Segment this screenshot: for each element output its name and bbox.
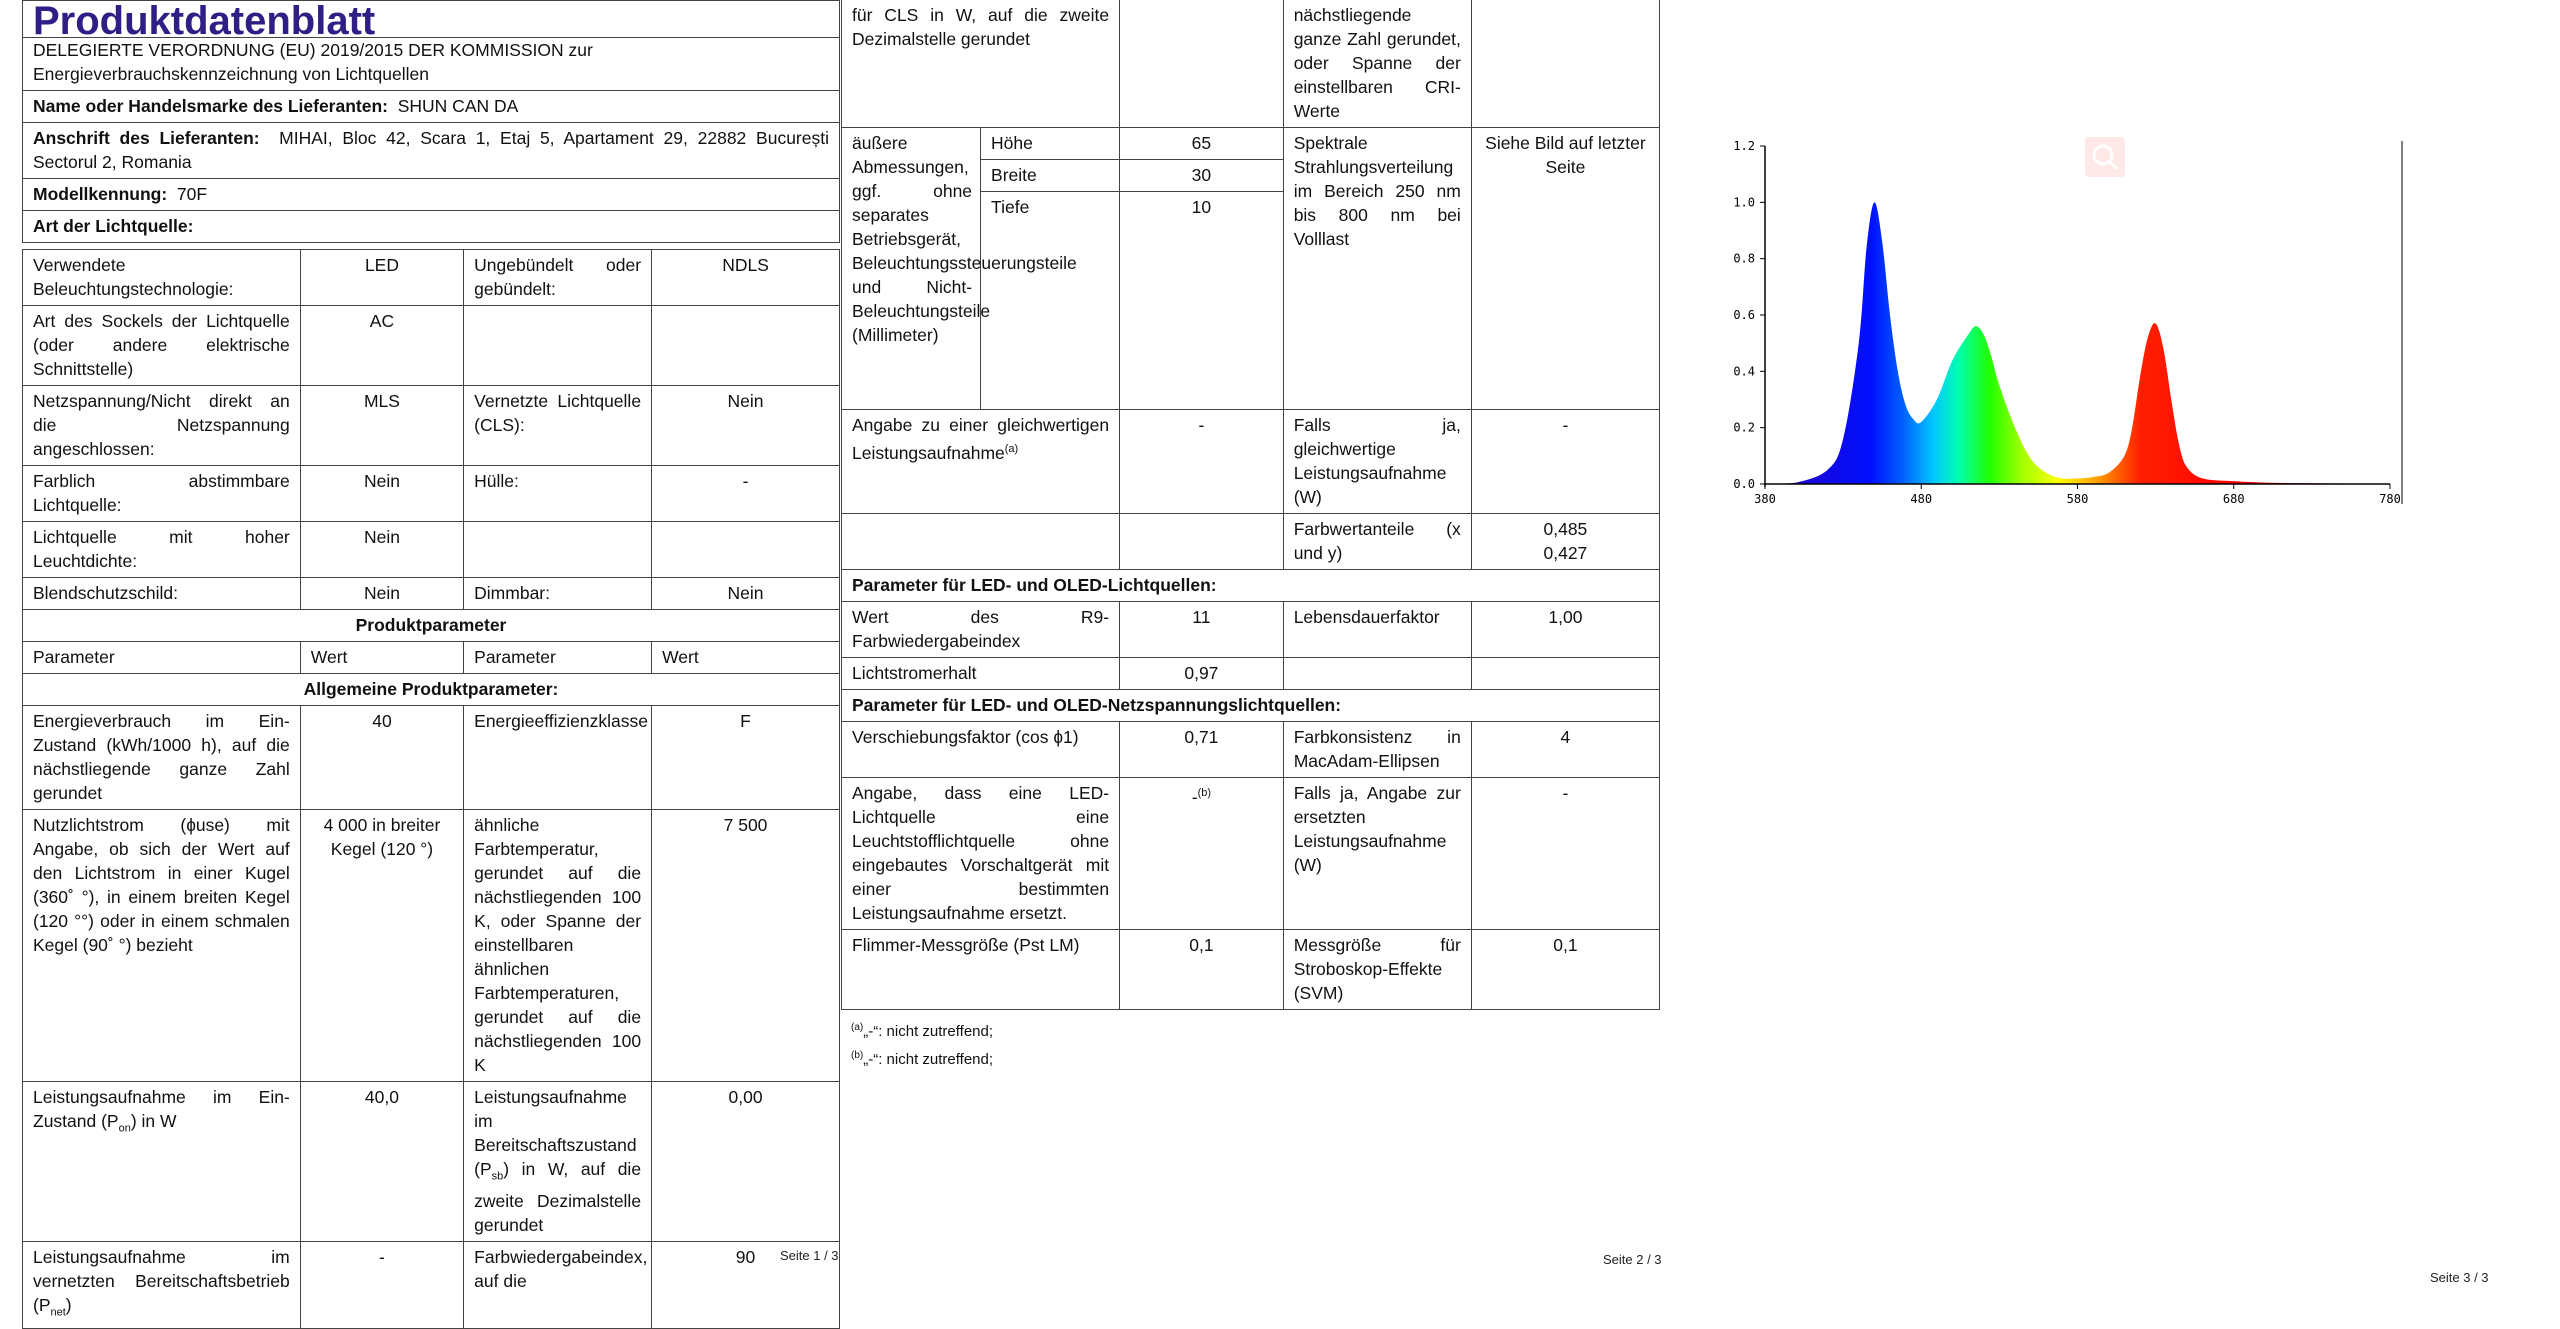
cell-depth-value: 10 [1120, 192, 1284, 410]
power-on-sub: on [118, 1122, 131, 1135]
x-tick-label: 380 [1754, 492, 1776, 506]
cell-socket-value: AC [300, 306, 463, 386]
networked-sub: net [50, 1306, 66, 1318]
cell-cri-value: 90 [652, 1241, 840, 1329]
page-number-3: Seite 3 / 3 [2430, 1270, 2489, 1285]
footnotes [841, 1010, 1660, 1078]
cell-empty [652, 522, 840, 578]
cell-cct-value: 7 500 [652, 810, 840, 1082]
table-row [23, 522, 840, 578]
replace-sup: (b) [1197, 787, 1212, 799]
page-title: Produktdatenblatt [23, 1, 840, 38]
address-value: MIHAI, Bloc 42, Scara 1, Etaj 5, Apartament 29, 22882 București Sectorul 2, Romania [33, 128, 829, 172]
cell-networked-label [23, 1241, 301, 1329]
table-row [842, 658, 1660, 690]
y-tick-label: 0.8 [1733, 251, 1755, 266]
cell-cct-label: ähnliche Farbtemperatur, gerundet auf die nächstliegenden 100 K, oder Spanne der einstellbaren ähnlichen Farbtemperaturen, gerundet auf die nächstliegenden 100 K [464, 810, 652, 1082]
cell-shift-label: Verschiebungsfaktor (cos ɸ1) [842, 722, 1120, 778]
table-row [23, 250, 840, 306]
chroma-x: 0,485 [1543, 519, 1588, 539]
cell-empty [464, 306, 652, 386]
cell-high-luminance-label: Lichtquelle mit hoher Leuchtdichte: [23, 522, 301, 578]
page-2 [841, 0, 1660, 1078]
cell-networked-value: - [300, 1241, 463, 1329]
footnote-b [851, 1044, 1650, 1072]
cell-cls-label: Vernetzte Lichtquelle (CLS): [464, 386, 652, 466]
cell-height-label: Höhe [981, 128, 1120, 160]
cell-high-luminance-value: Nein [300, 522, 463, 578]
model-label: Modellkennung: [33, 184, 168, 204]
cell-equiv-label [842, 410, 1120, 514]
cell-width-label: Breite [981, 160, 1120, 192]
cell-width-value: 30 [1120, 160, 1284, 192]
cell-glare-value: Nein [300, 578, 463, 610]
cell-power-on-value: 40,0 [300, 1082, 463, 1242]
y-tick-label: 1.2 [1733, 139, 1755, 153]
cell-lumen-label: Lichtstromerhalt [842, 658, 1120, 690]
cell-flicker-label: Flimmer-Messgröße (Pst LM) [842, 930, 1120, 1010]
cell-envelope-label: Hülle: [464, 466, 652, 522]
x-tick-label: 680 [2222, 492, 2245, 506]
cell-height-value: 65 [1120, 128, 1284, 160]
chroma-y: 0,427 [1543, 543, 1588, 563]
cell-cri-cont-label: nächstliegende ganze Zahl gerundet, oder Spanne der einstellbaren CRI-Werte [1283, 0, 1471, 128]
cell-equiv-power-value: - [1471, 410, 1659, 514]
cell-directional-value: NDLS [652, 250, 840, 306]
light-type-heading: Art der Lichtquelle: [23, 211, 840, 243]
cell-empty [1471, 658, 1659, 690]
address-label: Anschrift des Lieferanten: [33, 128, 260, 148]
cell-cls-value: Nein [652, 386, 840, 466]
footnote-a-text: „-“: nicht zutreffend; [863, 1023, 994, 1040]
table-row [23, 466, 840, 522]
page2-table [841, 0, 1660, 1010]
cell-macadam-value: 4 [1471, 722, 1659, 778]
cell-cri-label: Farbwiedergabeindex, auf die [464, 1241, 652, 1329]
table-row [842, 0, 1660, 128]
cell-mains-value: MLS [300, 386, 463, 466]
cell-technology-label: Verwendete Beleuchtungstechnologie: [23, 250, 301, 306]
cell-standby-label [464, 1082, 652, 1242]
table-header-row [23, 642, 840, 674]
cell-cls-power-label: für CLS in W, auf die zweite Dezimalstelle gerundet [842, 0, 1120, 128]
table-row [23, 306, 840, 386]
footnote-a [851, 1016, 1650, 1044]
col-header-value-2: Wert [652, 642, 840, 674]
cell-dimmable-value: Nein [652, 578, 840, 610]
cell-empty [1283, 658, 1471, 690]
cell-envelope-value: - [652, 466, 840, 522]
supplier-value: SHUN CAN DA [397, 96, 519, 116]
power-on-text-2: ) in W [130, 1111, 177, 1131]
footnote-b-text: „-“: nicht zutreffend; [863, 1051, 994, 1068]
cell-flux-value: 4 000 in breiter Kegel (120 °) [300, 810, 463, 1082]
cell-replace-value [1120, 778, 1284, 930]
networked-text: Leistungsaufnahme im vernetzten Bereitschaftsbetrieb (P [33, 1246, 290, 1315]
cell-socket-label: Art des Sockels der Lichtquelle (oder andere elektrische Schnittstelle) [23, 306, 301, 386]
cell-empty [842, 514, 1120, 570]
y-tick-label: 0.0 [1733, 477, 1755, 491]
equiv-text: Angabe zu einer gleichwertigen Leistungsaufnahme [852, 415, 1110, 463]
cell-empty [1471, 0, 1659, 128]
cell-life-label: Lebensdauerfaktor [1283, 602, 1471, 658]
table-row [842, 410, 1660, 514]
general-params-heading: Allgemeine Produktparameter: [23, 674, 840, 706]
table-row [842, 514, 1660, 570]
cell-empty [1120, 514, 1284, 570]
cell-empty [464, 522, 652, 578]
standby-sub: sb [491, 1170, 504, 1183]
cell-shift-value: 0,71 [1120, 722, 1284, 778]
col-header-value: Wert [300, 642, 463, 674]
cell-dimmable-label: Dimmbar: [464, 578, 652, 610]
networked-text-2: ) [65, 1294, 72, 1315]
cell-replace-power-value: - [1471, 778, 1659, 930]
y-tick-label: 0.4 [1733, 364, 1755, 379]
cell-r9-value: 11 [1120, 602, 1284, 658]
cell-efficiency-class-label: Energieeffizienzklasse [464, 706, 652, 810]
page-number-1: Seite 1 / 3 [780, 1248, 839, 1263]
cell-spectral-label: Spektrale Strahlungsverteilung im Bereich 250 nm bis 800 nm bei Volllast [1283, 128, 1471, 410]
power-on-text: Leistungsaufnahme im Ein-Zustand (P [33, 1087, 290, 1131]
cell-glare-label: Blendschutzschild: [23, 578, 301, 610]
cell-energy-label: Energieverbrauch im Ein-Zustand (kWh/1000 h), auf die nächstliegende ganze Zahl gerundet [23, 706, 301, 810]
cell-empty [652, 306, 840, 386]
spectrum-area [1765, 202, 2390, 484]
cell-flux-label: Nutzlichtstrom (ɸuse) mit Angabe, ob sich der Wert auf den Lichtstrom in einer Kugel (360˚ °), in einem breiten Kegel (120 °°) oder in einem schmalen Kegel (90˚ °) bezieht [23, 810, 301, 1082]
table-row [842, 778, 1660, 930]
cell-mains-label: Netzspannung/Nicht direkt an die Netzspannung angeschlossen: [23, 386, 301, 466]
footnote-a-sup: (a) [851, 1022, 864, 1033]
cell-life-value: 1,00 [1471, 602, 1659, 658]
replace-value: - [1191, 786, 1198, 807]
product-params-heading: Produktparameter [23, 610, 840, 642]
standby-text: Leistungsaufnahme im Bereitschaftszustand (P [474, 1087, 637, 1179]
y-tick-label: 0.2 [1733, 420, 1755, 435]
page-1 [22, 0, 840, 1329]
col-header-param-2: Parameter [464, 642, 652, 674]
cell-energy-value: 40 [300, 706, 463, 810]
address-row [23, 123, 840, 179]
x-tick-label: 780 [2379, 492, 2401, 506]
cell-spectral-value: Siehe Bild auf letzter Seite [1471, 128, 1659, 410]
cell-replace-label: Angabe, dass eine LED-Lichtquelle eine Leuchtstofflichtquelle ohne eingebautes Vorschaltgerät mit einer bestimmten Leistungsaufnahme ersetzt. [842, 778, 1120, 930]
y-tick-label: 0.6 [1733, 308, 1755, 322]
equiv-sup: (a) [1004, 443, 1019, 455]
page1-info-table [22, 38, 840, 243]
x-tick-label: 480 [1910, 492, 1933, 506]
table-row [23, 578, 840, 610]
model-value: 70F [176, 184, 208, 204]
cell-macadam-label: Farbkonsistenz in MacAdam-Ellipsen [1283, 722, 1471, 778]
cell-tunable-label: Farblich abstimmbare Lichtquelle: [23, 466, 301, 522]
cell-power-on-label [23, 1082, 301, 1242]
col-header-param: Parameter [23, 642, 301, 674]
table-row [842, 930, 1660, 1010]
cell-empty [1120, 0, 1284, 128]
cell-lumen-value: 0,97 [1120, 658, 1284, 690]
x-tick-label: 580 [2066, 492, 2089, 506]
table-row [23, 1082, 840, 1242]
supplier-label: Name oder Handelsmarke des Lieferanten: [33, 96, 388, 116]
zoom-button[interactable] [2085, 137, 2125, 177]
regulation-text: DELEGIERTE VERORDNUNG (EU) 2019/2015 DER KOMMISSION zur Energieverbrauchskennzeichnung von Lichtquellen [23, 38, 840, 91]
cell-strobo-label: Messgröße für Stroboskop-Effekte (SVM) [1283, 930, 1471, 1010]
cell-dimensions-label: äußere Abmessungen, ggf. ohne separates Betriebsgerät, Beleuchtungssteuerungsteile und Nicht-Beleuchtungsteile (Millimeter) [842, 128, 981, 410]
table-row [842, 602, 1660, 658]
chart-layer [1733, 139, 2402, 506]
model-row [23, 179, 840, 211]
cell-chroma-value [1471, 514, 1659, 570]
cell-r9-label: Wert des R9-Farbwiedergabeindex [842, 602, 1120, 658]
mains-params-heading: Parameter für LED- und OLED-Netzspannungslichtquellen: [842, 690, 1660, 722]
light-type-table [22, 249, 840, 1329]
table-row [23, 706, 840, 810]
table-row [23, 386, 840, 466]
cell-equiv-value: - [1120, 410, 1284, 514]
cell-efficiency-class-value: F [652, 706, 840, 810]
cell-replace-power-label: Falls ja, Angabe zur ersetzten Leistungsaufnahme (W) [1283, 778, 1471, 930]
cell-tunable-value: Nein [300, 466, 463, 522]
table-row [23, 810, 840, 1082]
cell-flicker-value: 0,1 [1120, 930, 1284, 1010]
footnote-b-sup: (b) [851, 1050, 864, 1061]
table-row [842, 128, 1660, 160]
page1-header-table [22, 0, 840, 43]
standby-text-2: ) in W, auf die zweite Dezimalstelle gerundet [474, 1159, 642, 1235]
cell-equiv-power-label: Falls ja, gleichwertige Leistungsaufnahme (W) [1283, 410, 1471, 514]
cell-strobo-value: 0,1 [1471, 930, 1659, 1010]
supplier-row [23, 91, 840, 123]
spectrum-chart [1700, 0, 2420, 506]
y-tick-label: 1.0 [1733, 195, 1755, 210]
cell-directional-label: Ungebündelt oder gebündelt: [464, 250, 652, 306]
table-row [23, 1241, 840, 1329]
cell-depth-label: Tiefe [981, 192, 1120, 410]
cell-standby-value: 0,00 [652, 1082, 840, 1242]
page-number-2: Seite 2 / 3 [1603, 1252, 1662, 1267]
table-row [842, 722, 1660, 778]
cell-chroma-label: Farbwertanteile (x und y) [1283, 514, 1471, 570]
led-params-heading: Parameter für LED- und OLED-Lichtquellen: [842, 570, 1660, 602]
cell-technology-value: LED [300, 250, 463, 306]
